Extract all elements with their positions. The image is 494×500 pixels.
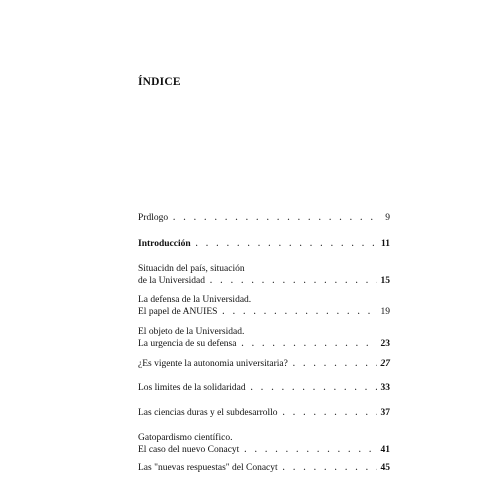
toc-entry-title: Introducción: [138, 239, 191, 249]
toc-entry-title: Las ciencias duras y el subdesarrollo: [138, 408, 278, 418]
toc-entry-title: Los limites de la solidaridad: [138, 383, 246, 393]
toc-entry-title-line2: La urgencia de su defensa: [138, 339, 237, 349]
toc-entry-situacion[interactable]: [138, 263, 390, 287]
dot-leader: [173, 212, 381, 224]
toc-page-number: 37: [380, 408, 390, 418]
toc-entry-nuevas-respuestas[interactable]: [138, 462, 390, 474]
toc-entry-gatopardismo[interactable]: [138, 432, 390, 456]
toc-entry-ciencias-duras[interactable]: [138, 407, 390, 419]
toc-entry-title: ¿Es vigente la autonomia universitaria?: [138, 359, 288, 369]
toc-entry-title: Las "nuevas respuestas" del Conacyt: [138, 463, 278, 473]
toc-entry-solidaridad[interactable]: [138, 382, 390, 394]
toc-entry-title-line2: El caso del nuevo Conacyt: [138, 445, 240, 455]
toc-entry-autonomia[interactable]: [138, 358, 390, 370]
toc-entry-title-line1: La defensa de la Universidad.: [138, 295, 252, 305]
toc-entry-title: Prdlogo: [138, 213, 169, 223]
toc-entry-title-line2: de la Universidad: [138, 276, 206, 286]
toc-entry-prologo[interactable]: [138, 212, 390, 224]
toc-page-number: 45: [380, 463, 390, 473]
toc-entry-defensa[interactable]: [138, 294, 390, 318]
toc-page-number: 15: [380, 276, 390, 286]
toc-entry-title-line1: Gatopardismo científico.: [138, 433, 233, 443]
index-heading: ÍNDICE: [138, 76, 181, 88]
dot-leader: [222, 306, 376, 318]
toc-entry-title-line1: Situacidn del país, situación: [138, 264, 245, 274]
toc-entry-introduccion[interactable]: [138, 238, 390, 250]
toc-page-number: 33: [380, 383, 390, 393]
dot-leader: [241, 338, 376, 350]
dot-leader: [196, 238, 377, 250]
dot-leader: [283, 462, 377, 474]
dot-leader: [251, 382, 377, 394]
dot-leader: [293, 358, 377, 370]
toc-entry-title-line1: El objeto de la Universidad.: [138, 327, 245, 337]
toc-entry-title-line2: El papel de ANUIES: [138, 307, 218, 317]
toc-page-number: 19: [380, 307, 390, 317]
toc-page-number: 9: [385, 213, 390, 223]
toc-page-number: 23: [380, 339, 390, 349]
toc-page-number: 27: [380, 359, 390, 369]
toc-entry-objeto[interactable]: [138, 326, 390, 350]
toc-page-number: 11: [381, 239, 390, 249]
dot-leader: [283, 407, 377, 419]
dot-leader: [210, 275, 376, 287]
dot-leader: [244, 444, 376, 456]
toc-page-number: 41: [380, 445, 390, 455]
